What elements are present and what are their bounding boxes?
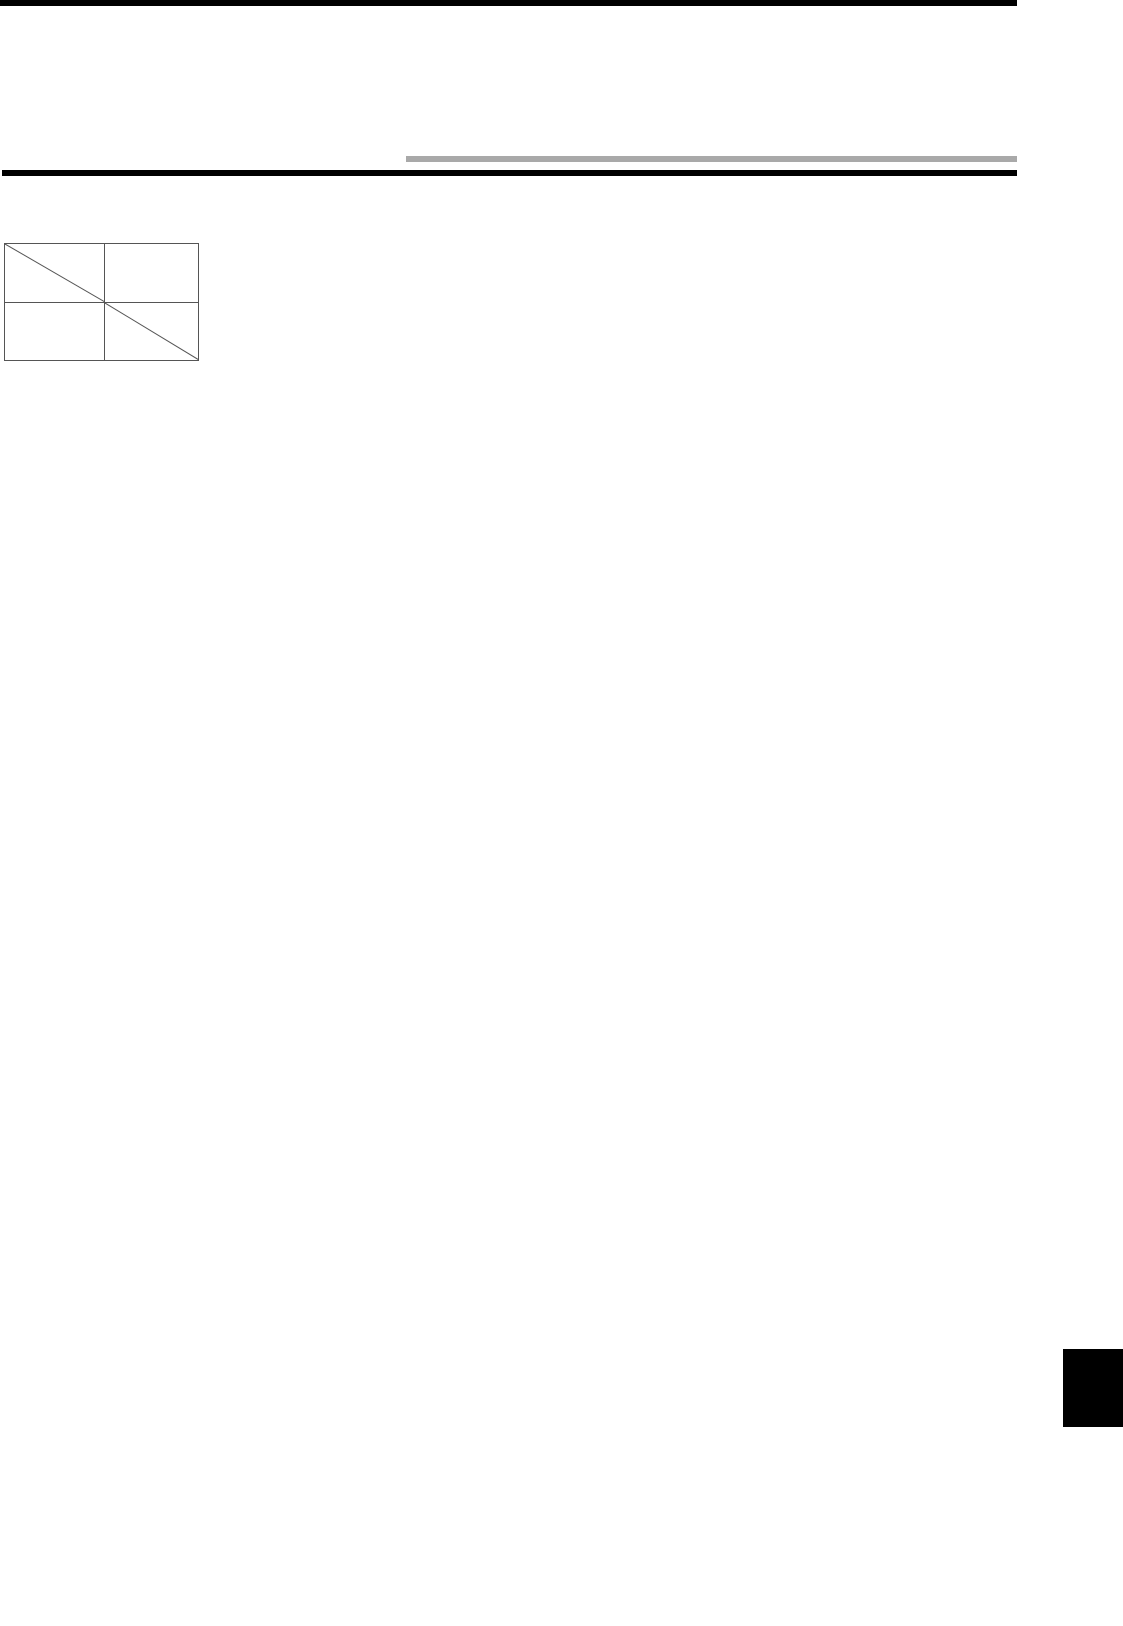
b8-b5-label (105, 244, 199, 303)
ascii-code-table (4, 243, 1017, 361)
section-gray-rule (406, 156, 1017, 162)
corner-column-row-cell (105, 303, 199, 361)
corner-high-low-cell (5, 244, 105, 303)
top-rule (0, 0, 1017, 6)
header-row-hex (5, 244, 1017, 303)
ascii-table-body (5, 244, 1017, 361)
section-header (2, 130, 1017, 178)
section-tab-marker (1063, 1349, 1123, 1427)
b4-b1-label (5, 303, 105, 361)
corner-diagonal-2 (105, 303, 199, 360)
header-row-column (5, 303, 1017, 361)
section-black-rule (2, 170, 1017, 176)
corner-diagonal (5, 244, 105, 302)
